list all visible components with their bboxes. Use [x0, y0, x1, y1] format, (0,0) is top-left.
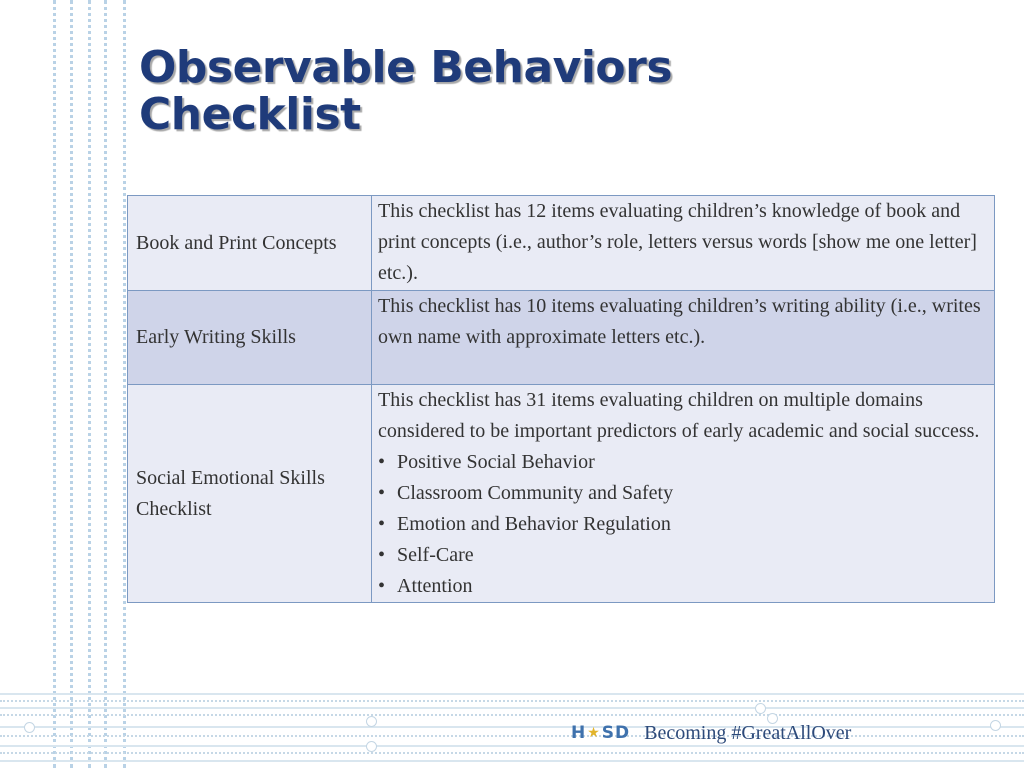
table-row — [128, 196, 995, 291]
row-label: Early Writing Skills — [128, 291, 372, 385]
footer — [571, 720, 851, 746]
decorative-dotted-line — [70, 0, 73, 768]
logo-letter: H — [571, 723, 587, 743]
row-description: This checklist has 12 items evaluating children’s knowledge of book and print concepts (i.e., author’s role, letters versus words [show me one letter] etc.). — [372, 196, 995, 291]
slide-title — [139, 44, 672, 138]
slide-title-line-2: Checklist — [139, 89, 361, 140]
decorative-dotted-line — [53, 0, 56, 768]
table-row — [128, 385, 995, 603]
list-item: • Attention — [378, 571, 988, 602]
row-description: This checklist has 10 items evaluating children’s writing ability (i.e., writes own name with approximate letters etc.). — [372, 291, 995, 385]
checklist-table — [127, 195, 995, 603]
list-item: • Positive Social Behavior — [378, 447, 988, 478]
decorative-dotted-line — [123, 0, 126, 768]
footer-tagline: Becoming #GreatAllOver — [644, 721, 852, 744]
table-row — [128, 291, 995, 385]
domain-bullet-list — [378, 447, 988, 602]
decorative-dotted-line — [88, 0, 91, 768]
list-item: • Emotion and Behavior Regulation — [378, 509, 988, 540]
logo-letters: SD — [601, 723, 631, 743]
slide-title-line-1: Observable Behaviors — [139, 42, 673, 93]
list-item: • Classroom Community and Safety — [378, 478, 988, 509]
row-description: This checklist has 31 items evaluating children on multiple domains considered to be important predictors of early academic and social success. — [378, 389, 980, 442]
star-icon: ★ — [587, 725, 601, 741]
hisd-logo — [571, 723, 630, 743]
decorative-dotted-line — [104, 0, 107, 768]
row-label: Book and Print Concepts — [128, 196, 372, 291]
list-item: • Self-Care — [378, 540, 988, 571]
row-description-cell — [372, 385, 995, 603]
row-label: Social Emotional Skills Checklist — [128, 385, 372, 603]
